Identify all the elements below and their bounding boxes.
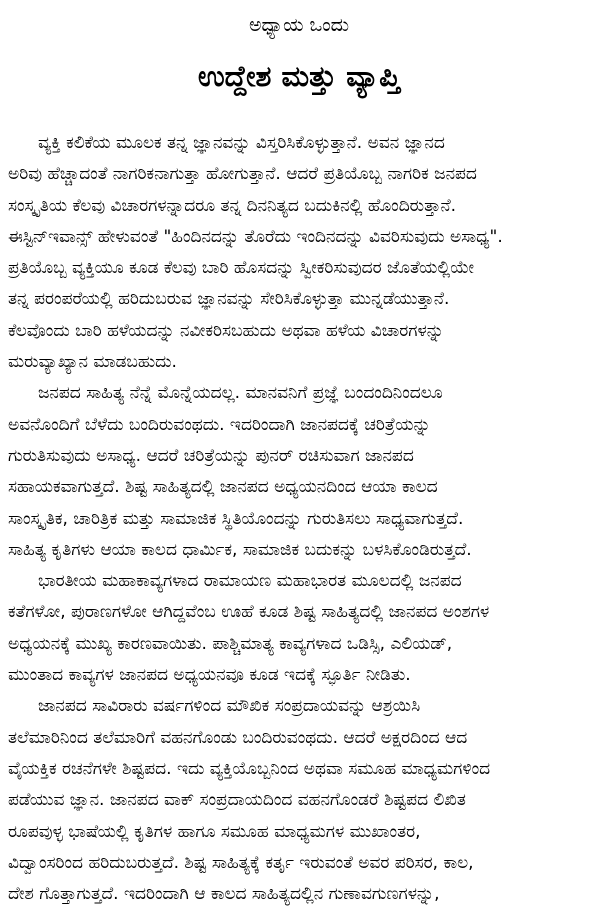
text-line: ಗುರುತಿಸುವುದು ಅಸಾಧ್ಯ. ಆದರೆ ಚರಿತ್ರೆಯನ್ನು ಪುನರ್ ರಚಿಸುವಾಗ ಜಾನಪದ [8, 445, 414, 466]
text-line: ಸಾಂಸ್ಕೃತಿಕ, ಚಾರಿತ್ರಿಕ ಮತ್ತು ಸಾಮಾಜಿಕ ಸ್ಥಿತಿಯೊಂದನ್ನು ಗುರುತಿಸಲು ಸಾಧ್ಯವಾಗುತ್ತದೆ. [8, 508, 464, 529]
text-line: ವೈಯಕ್ತಿಕ ರಚನೆಗಳೇ ಶಿಷ್ಟಪದ. ಇದು ವ್ಯಕ್ತಿಯೊಬ್ಬನಿಂದ ಅಥವಾ ಸಮೂಹ ಮಾಧ್ಯಮಗಳಿಂದ [8, 758, 491, 779]
paragraph-1 [8, 128, 590, 378]
text-line: ತಲೆಮಾರಿನಿಂದ ತಲೆಮಾರಿಗೆ ವಹನಗೊಂಡು ಬಂದಿರುವಂಥದು. ಆದರೆ ಅಕ್ಷರದಿಂದ ಆದ [8, 727, 468, 748]
text-line: ತನ್ನ ಪರಂಪರೆಯಲ್ಲಿ ಹರಿದುಬರುವ ಜ್ಞಾನವನ್ನು ಸೇರಿಸಿಕೊಳ್ಳುತ್ತಾ ಮುನ್ನಡೆಯುತ್ತಾನೆ. [8, 289, 450, 310]
text-line: ಈಸ್ಟಿನ್‌ಇವಾನ್ಸ್ ಹೇಳುವಂತೆ "ಹಿಂದಿನದನ್ನು ತೊರೆದು ಇಂದಿನದನ್ನು ವಿವರಿಸುವುದು ಅಸಾಧ್ಯ". [8, 226, 503, 247]
text-line: ರೂಪವುಳ್ಳ ಭಾಷೆಯಲ್ಲಿ ಕೃತಿಗಳ ಹಾಗೂ ಸಮೂಹ ಮಾಧ್ಯಮಗಳ ಮುಖಾಂತರ, [8, 821, 421, 842]
paragraph-3 [8, 566, 590, 691]
body-text [8, 128, 590, 910]
text-line: ಪ್ರತಿಯೊಬ್ಬ ವ್ಯಕ್ತಿಯೂ ಕೂಡ ಕೆಲವು ಬಾರಿ ಹೊಸದನ್ನು ಸ್ವೀಕರಿಸುವುದರ ಜೊತೆಯಲ್ಲಿಯೇ [8, 258, 474, 279]
text-line: ಸಂಸ್ಕೃತಿಯ ಕೆಲವು ವಿಚಾರಗಳನ್ನಾದರೂ ತನ್ನ ದಿನನಿತ್ಯದ ಬದುಕಿನಲ್ಲಿ ಹೊಂದಿರುತ್ತಾನೆ. [8, 195, 457, 216]
paragraph-2 [8, 378, 590, 566]
text-line: ಸಾಹಿತ್ಯ ಕೃತಿಗಳು ಆಯಾ ಕಾಲದ ಧಾರ್ಮಿಕ, ಸಾಮಾಜಿಕ ಬದುಕನ್ನು ಬಳಸಿಕೊಂಡಿರುತ್ತದೆ. [8, 539, 472, 560]
text-line: ದೇಶ ಗೊತ್ತಾಗುತ್ತದೆ. ಇದರಿಂದಾಗಿ ಆ ಕಾಲದ ಸಾಹಿತ್ಯದಲ್ಲಿನ ಗುಣಾವಗುಣಗಳನ್ನು, [8, 884, 440, 905]
text-line: ಅರಿವು ಹೆಚ್ಚಾದಂತೆ ನಾಗರಿಕನಾಗುತ್ತಾ ಹೋಗುತ್ತಾನೆ. ಆದರೆ ಪ್ರತಿಯೊಬ್ಬ ನಾಗರಿಕ ಜನಪದ [8, 164, 477, 185]
text-line: ಜನಪದ ಸಾಹಿತ್ಯ ನೆನ್ನೆ ಮೊನ್ನೆಯದಲ್ಲ. ಮಾನವನಿಗೆ ಪ್ರಜ್ಞೆ ಬಂದಂದಿನಿಂದಲೂ [38, 383, 443, 404]
chapter-title: ಉದ್ದೇಶ ಮತ್ತು ವ್ಯಾಪ್ತಿ [197, 59, 401, 93]
text-line: ವಿದ್ವಾಂಸರಿಂದ ಹರಿದುಬರುತ್ತದೆ. ಶಿಷ್ಟ ಸಾಹಿತ್ಯಕ್ಕೆ ಕರ್ತೃ ಇರುವಂತೆ ಅವರ ಪರಿಸರ, ಕಾಲ, [8, 852, 474, 873]
text-line: ಸಹಾಯಕವಾಗುತ್ತದೆ. ಶಿಷ್ಟ ಸಾಹಿತ್ಯದಲ್ಲಿ ಜಾನಪದ ಅಧ್ಯಯನದಿಂದ ಆಯಾ ಕಾಲದ [8, 477, 438, 498]
text-line: ಮರುವ್ಯಾಖ್ಯಾನ ಮಾಡಬಹುದು. [8, 352, 177, 373]
text-line: ವ್ಯಕ್ತಿ ಕಲಿಕೆಯ ಮೂಲಕ ತನ್ನ ಜ್ಞಾನವನ್ನು ವಿಸ್ತರಿಸಿಕೊಳ್ಳುತ್ತಾನೆ. ಅವನ ಜ್ಞಾನದ [38, 133, 445, 153]
text-line: ಪಡೆಯುವ ಜ್ಞಾನ. ಜಾನಪದ ವಾಕ್ ಸಂಪ್ರದಾಯದಿಂದ ವಹನಗೊಂಡರೆ ಶಿಷ್ಟಪದ ಲಿಖಿತ [8, 790, 466, 811]
text-line: ಅವನೊಂದಿಗೆ ಬೆಳೆದು ಬಂದಿರುವಂಥದು. ಇದರಿಂದಾಗಿ ಜಾನಪದಕ್ಕೆ ಚರಿತ್ರೆಯನ್ನು [8, 414, 431, 435]
paragraph-4 [8, 691, 590, 910]
text-line: ಅಧ್ಯಯನಕ್ಕೆ ಮುಖ್ಯ ಕಾರಣವಾಯಿತು. ಪಾಶ್ಚಿಮಾತ್ಯ ಕಾವ್ಯಗಳಾದ ಒಡಿಸ್ಸಿ, ಎಲಿಯಡ್, [8, 633, 453, 654]
text-line: ಜಾನಪದ ಸಾವಿರಾರು ವರ್ಷಗಳಿಂದ ಮೌಖಿಕ ಸಂಪ್ರದಾಯವನ್ನು ಆಶ್ರಯಿಸಿ [38, 696, 421, 717]
text-line: ಕತೆಗಳೋ, ಪುರಾಣಗಳೋ ಆಗಿದ್ದವೆಂಬ ಊಹೆ ಕೂಡ ಶಿಷ್ಟ ಸಾಹಿತ್ಯದಲ್ಲಿ ಜಾನಪದ ಅಂಶಗಳ [8, 602, 490, 623]
text-line: ಭಾರತೀಯ ಮಹಾಕಾವ್ಯಗಳಾದ ರಾಮಾಯಣ ಮಹಾಭಾರತ ಮೂಲದಲ್ಲಿ ಜನಪದ [38, 571, 462, 592]
chapter-number: ಅಧ್ಯಾಯ ಒಂದು [248, 14, 349, 36]
text-line: ಮುಂತಾದ ಕಾವ್ಯಗಳ ಜಾನಪದ ಅಧ್ಯಯನವೂ ಕೂಡ ಇದಕ್ಕೆ ಸ್ಫೂರ್ತಿ ನೀಡಿತು. [8, 665, 411, 686]
text-line: ಕೆಲವೊಂದು ಬಾರಿ ಹಳೆಯದನ್ನು ನವೀಕರಿಸಬಹುದು ಅಥವಾ ಹಳೆಯ ವಿಚಾರಗಳನ್ನು [8, 320, 444, 341]
